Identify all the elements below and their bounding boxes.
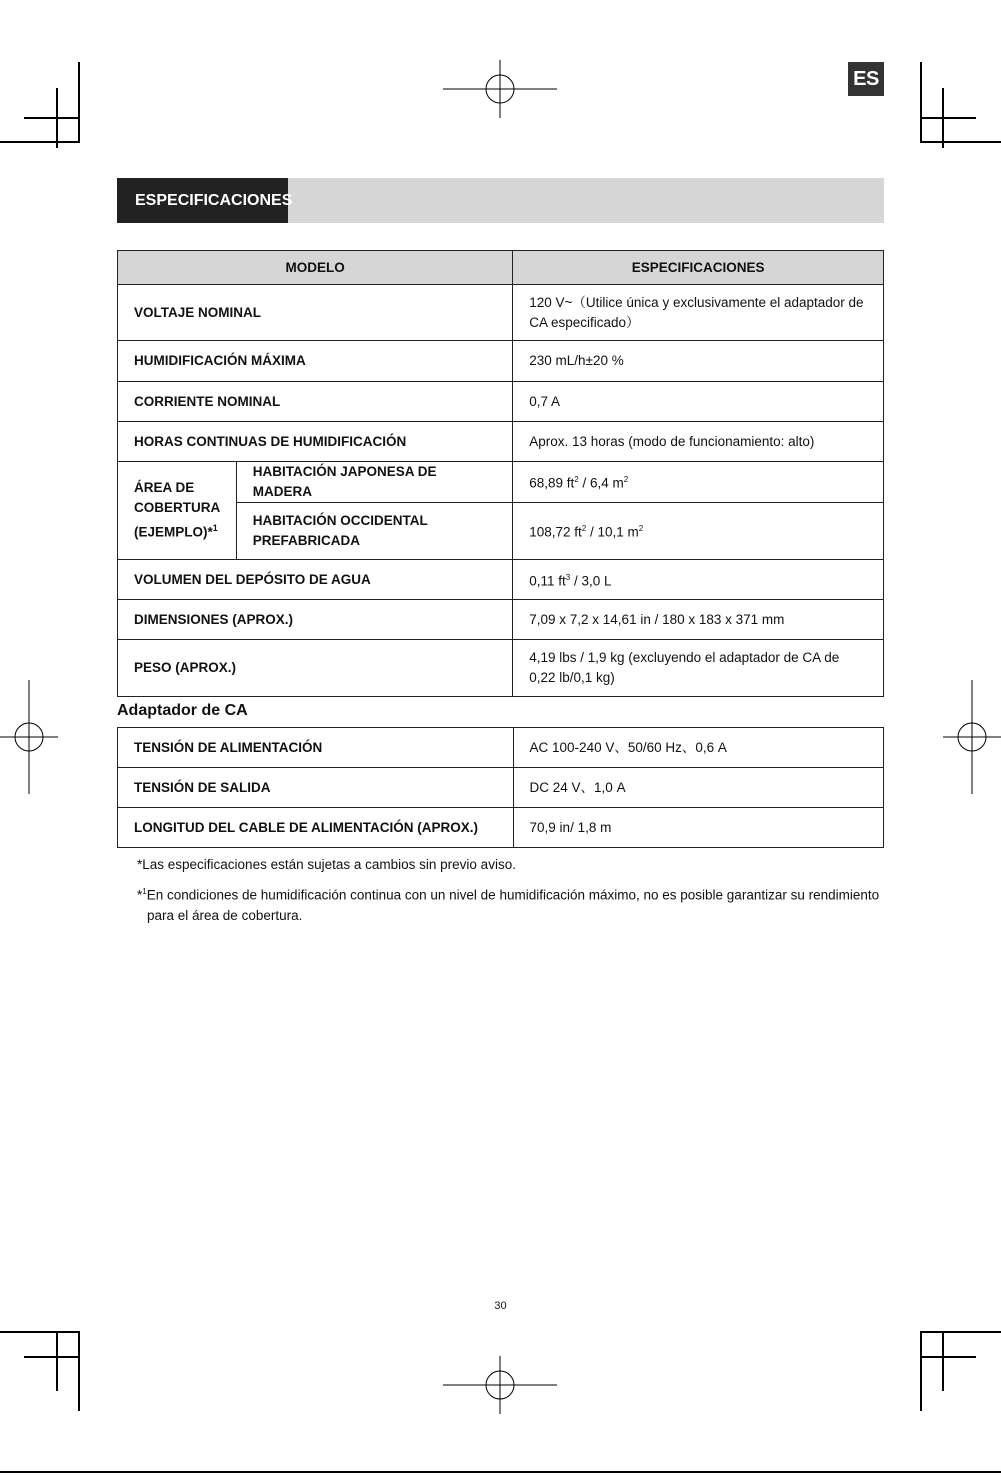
row-value: DC 24 V、1,0 A — [513, 768, 883, 808]
crop-mark — [920, 1331, 1001, 1333]
row-label: VOLTAJE NOMINAL — [118, 285, 513, 341]
crop-mark — [920, 117, 976, 119]
footnote-coverage — [137, 882, 879, 926]
row-label: HABITACIÓN JAPONESA DE MADERA — [236, 462, 513, 503]
footnote-changes: *Las especificaciones están sujetas a cambios sin previo aviso. — [137, 857, 516, 872]
crop-mark — [920, 141, 1001, 143]
row-value: 70,9 in/ 1,8 m — [513, 808, 883, 848]
crop-mark — [920, 1331, 922, 1411]
crop-mark — [920, 62, 922, 142]
table-header-row — [118, 251, 884, 285]
crop-mark — [78, 1331, 80, 1411]
ac-adapter-heading: Adaptador de CA — [117, 702, 248, 719]
specifications-table — [117, 250, 884, 697]
table-row — [118, 422, 884, 462]
footnote-asterisk: * — [137, 887, 143, 903]
crop-mark — [942, 1331, 944, 1391]
registration-mark-icon — [943, 680, 1001, 794]
crop-mark — [0, 141, 80, 143]
row-label: PESO (APROX.) — [118, 640, 513, 697]
table-row — [118, 640, 884, 697]
footnote-marker: 1 — [142, 887, 147, 896]
crop-mark — [920, 1356, 976, 1358]
row-label: HUMIDIFICACIÓN MÁXIMA — [118, 341, 513, 382]
row-label: TENSIÓN DE ALIMENTACIÓN — [118, 728, 514, 768]
row-value: 4,19 lbs / 1,9 kg (excluyendo el adaptador de CA de 0,22 lb/0,1 kg) — [513, 640, 884, 697]
row-value: 7,09 x 7,2 x 14,61 in / 180 x 183 x 371 mm — [513, 600, 884, 640]
column-header-model: MODELO — [118, 251, 513, 285]
registration-mark-icon — [0, 680, 58, 794]
crop-mark — [24, 1356, 80, 1358]
bottom-rule — [0, 1471, 1001, 1473]
row-value: 230 mL/h±20 % — [513, 341, 884, 382]
row-label: DIMENSIONES (APROX.) — [118, 600, 513, 640]
column-header-specs: ESPECIFICACIONES — [513, 251, 884, 285]
row-value: 108,72 $ft^2 / 10,1$ $m^2$ — [513, 503, 884, 560]
row-label: LONGITUD DEL CABLE DE ALIMENTACIÓN (APROX.) — [118, 808, 514, 848]
row-value: 68,89 $ft^2 / 6,4$ $m^2$ — [513, 462, 884, 503]
row-label: HABITACIÓN OCCIDENTAL PREFABRICADA — [236, 503, 513, 560]
table-row — [118, 600, 884, 640]
row-label: CORRIENTE NOMINAL — [118, 382, 513, 422]
footnote-text-line2: para el área de cobertura. — [147, 907, 303, 923]
row-label: HORAS CONTINUAS DE HUMIDIFICACIÓN — [118, 422, 513, 462]
table-row — [118, 341, 884, 382]
row-value: AC 100-240 V、50/60 Hz、0,6 A — [513, 728, 883, 768]
footnote-text-line1: En condiciones de humidificación continua con un nivel de humidificación máximo, no es posible garantizar su rendimiento — [146, 887, 880, 903]
row-value: 0,11 $ft^3 / 3,0$ L — [513, 560, 884, 600]
crop-mark — [78, 62, 80, 142]
table-row — [118, 728, 884, 768]
page-number: 30 — [494, 1300, 507, 1312]
registration-mark-icon — [443, 1356, 557, 1416]
row-value: Aprox. 13 horas (modo de funcionamiento: alto) — [513, 422, 884, 462]
table-row — [118, 462, 884, 503]
footnote-marker: 1 — [212, 523, 218, 534]
coverage-label-text: ÁREA DE COBERTURA (EJEMPLO)* — [134, 480, 220, 540]
section-title: ESPECIFICACIONES — [117, 178, 288, 223]
row-value: 0,7 A — [513, 382, 884, 422]
table-row — [118, 382, 884, 422]
row-label: VOLUMEN DEL DEPÓSITO DE AGUA — [118, 560, 513, 600]
crop-mark — [0, 1331, 80, 1333]
row-label: TENSIÓN DE SALIDA — [118, 768, 514, 808]
table-row — [118, 808, 884, 848]
table-row — [118, 560, 884, 600]
table-row — [118, 768, 884, 808]
section-header — [117, 178, 884, 223]
crop-mark — [24, 117, 80, 119]
coverage-label — [118, 462, 237, 560]
language-badge: ES — [848, 62, 884, 96]
row-value: 120 V~（Utilice única y exclusivamente el adaptador de CA especificado） — [513, 285, 884, 341]
registration-mark-icon — [443, 60, 557, 120]
ac-adapter-table — [117, 727, 884, 848]
table-row — [118, 285, 884, 341]
crop-mark — [56, 1331, 58, 1391]
